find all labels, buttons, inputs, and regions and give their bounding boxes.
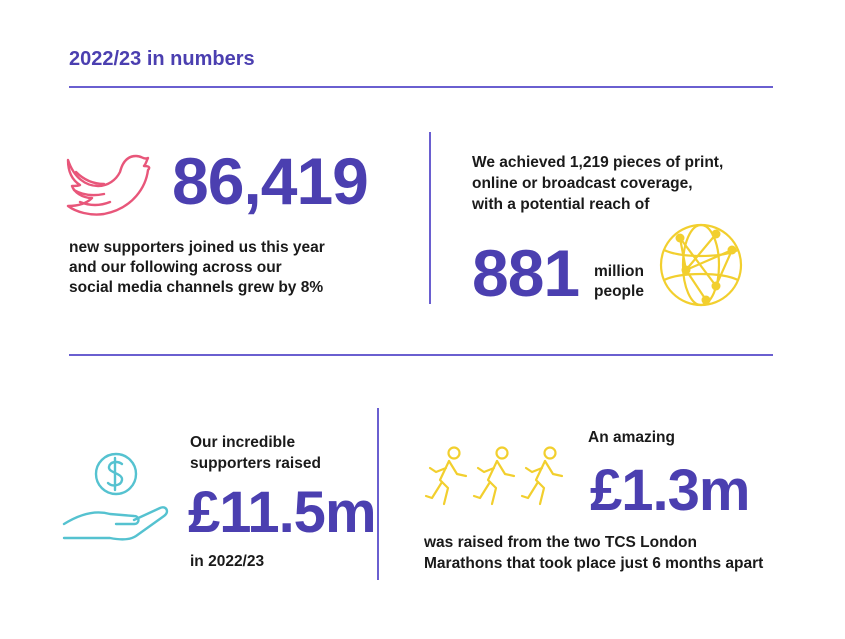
marathon-description bbox=[424, 532, 763, 574]
text-line: with a potential reach of bbox=[472, 196, 650, 213]
middle-divider bbox=[69, 354, 773, 356]
text-line: Marathons that took place just 6 months apart bbox=[424, 555, 764, 572]
text-line: We achieved 1,219 pieces of print, bbox=[472, 154, 724, 171]
text-line: Our incredible bbox=[190, 434, 296, 451]
hand-coin-icon bbox=[60, 452, 172, 544]
runners-icon bbox=[424, 446, 574, 508]
text-line: people bbox=[594, 283, 644, 300]
top-column-divider bbox=[429, 132, 431, 304]
text-line: and our following across our bbox=[69, 259, 282, 276]
text-line: was raised from the two TCS London bbox=[424, 534, 697, 551]
page-title: 2022/23 in numbers bbox=[69, 48, 255, 70]
bottom-column-divider bbox=[377, 408, 379, 580]
coverage-intro bbox=[472, 152, 723, 215]
reach-stat-value: 881 bbox=[472, 236, 580, 310]
text-line: online or broadcast coverage, bbox=[472, 175, 693, 192]
text-line: million bbox=[594, 263, 644, 280]
raised-intro bbox=[190, 432, 321, 474]
text-line: supporters raised bbox=[190, 455, 321, 472]
reach-stat-unit bbox=[594, 262, 644, 302]
bird-icon bbox=[64, 150, 152, 222]
supporters-stat-description bbox=[69, 238, 325, 298]
top-divider bbox=[69, 86, 773, 88]
text-line: social media channels grew by 8% bbox=[69, 279, 324, 296]
supporters-stat-value: 86,419 bbox=[172, 144, 368, 218]
text-line: new supporters joined us this year bbox=[69, 239, 325, 256]
raised-outro: in 2022/23 bbox=[190, 553, 265, 570]
globe-icon bbox=[656, 220, 746, 310]
marathon-stat-value: £1.3m bbox=[590, 458, 750, 523]
marathon-intro: An amazing bbox=[588, 429, 675, 446]
raised-stat-value: £11.5m bbox=[188, 480, 376, 545]
